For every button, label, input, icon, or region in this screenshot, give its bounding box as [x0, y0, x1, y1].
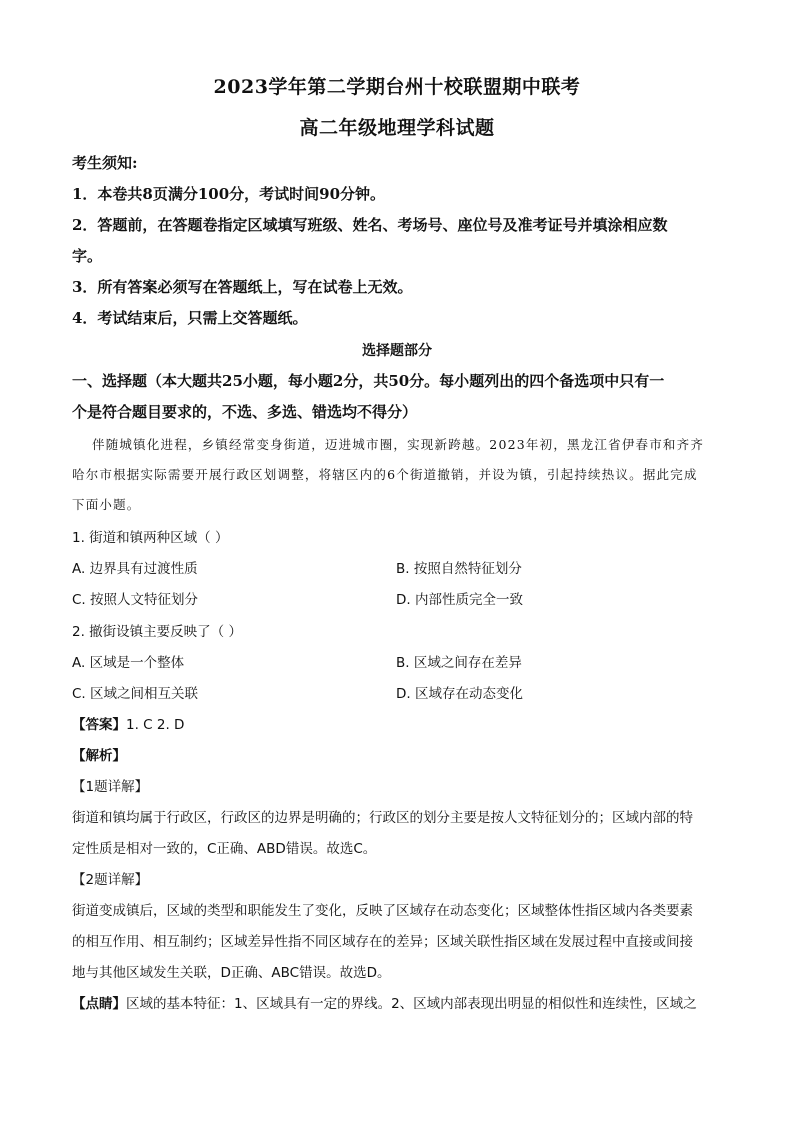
notice-item-2-cont: 字。 [72, 247, 103, 265]
answer-text: 1. C 2. D [126, 717, 185, 733]
tip-label: 【点睛】 [72, 996, 126, 1012]
question-1-option-c: C. 按照人文特征划分 [72, 592, 199, 608]
question-1-option-a: A. 边界具有过渡性质 [72, 561, 198, 577]
question-2-option-c: C. 区域之间相互关联 [72, 686, 199, 702]
notice-item-2: 2．答题前，在答题卷指定区域填写班级、姓名、考场号、座位号及准考证号并填涂相应数 [72, 216, 668, 234]
tip-line [72, 992, 732, 1012]
q2-analysis-line-3: 地与其他区域发生关联，D正确、ABC错误。故选D。 [72, 965, 391, 981]
q2-analysis-line-1: 街道变成镇后，区域的类型和职能发生了变化，反映了区域存在动态变化；区域整体性指区域内各类要素 [72, 903, 693, 919]
section-heading-line1: 一、选择题（本大题共25小题，每小题2分，共50分。每小题列出的四个备选项中只有一 [72, 372, 665, 390]
question-1-stem: 1. 街道和镇两种区域（ ） [72, 530, 229, 546]
passage-line-3: 下面小题。 [72, 497, 141, 512]
q2-analysis-heading: 【2题详解】 [72, 872, 149, 888]
question-2-option-a: A. 区域是一个整体 [72, 655, 185, 671]
question-2-option-d: D. 区域存在动态变化 [396, 686, 523, 702]
exam-subtitle: 高二年级地理学科试题 [299, 117, 495, 139]
analysis-label: 【解析】 [72, 748, 126, 764]
notice-item-4: 4．考试结束后，只需上交答题纸。 [72, 309, 308, 327]
question-2-stem: 2. 撤街设镇主要反映了（ ） [72, 624, 242, 640]
tip-text: 区域的基本特征：1、区域具有一定的界线。2、区域内部表现出明显的相似性和连续性，区域之 [126, 996, 697, 1012]
q1-analysis-heading: 【1题详解】 [72, 779, 149, 795]
section-heading-line2: 个是符合题目要求的，不选、多选、错选均不得分） [72, 403, 418, 421]
exam-title: 2023学年第二学期台州十校联盟期中联考 [213, 76, 581, 98]
q2-analysis-line-2: 的相互作用、相互制约；区域差异性指不同区域存在的差异；区域关联性指区域在发展过程中直接或间接 [72, 934, 693, 950]
section-part-title: 选择题部分 [362, 343, 432, 359]
passage-line-1: 伴随城镇化进程，乡镇经常变身街道，迈进城市圈，实现新跨越。2023年初，黑龙江省伊春市和齐齐 [92, 437, 705, 452]
question-1-option-d: D. 内部性质完全一致 [396, 592, 523, 608]
q1-analysis-line-1: 街道和镇均属于行政区，行政区的边界是明确的；行政区的划分主要是按人文特征划分的；区域内部的特 [72, 810, 693, 826]
answer-line [72, 713, 732, 733]
notice-item-3: 3．所有答案必须写在答题纸上，写在试卷上无效。 [72, 278, 413, 296]
notice-heading: 考生须知: [72, 154, 138, 172]
answer-label: 【答案】 [72, 717, 126, 733]
notice-item-1: 1．本卷共8页满分100分，考试时间90分钟。 [72, 185, 386, 203]
question-2-option-b: B. 区域之间存在差异 [396, 655, 522, 671]
q1-analysis-line-2: 定性质是相对一致的，C正确、ABD错误。故选C。 [72, 841, 377, 857]
passage-line-2: 哈尔市根据实际需要开展行政区划调整，将辖区内的6个街道撤销，并设为镇，引起持续热议。据此完成 [72, 467, 698, 482]
question-1-option-b: B. 按照自然特征划分 [396, 561, 522, 577]
